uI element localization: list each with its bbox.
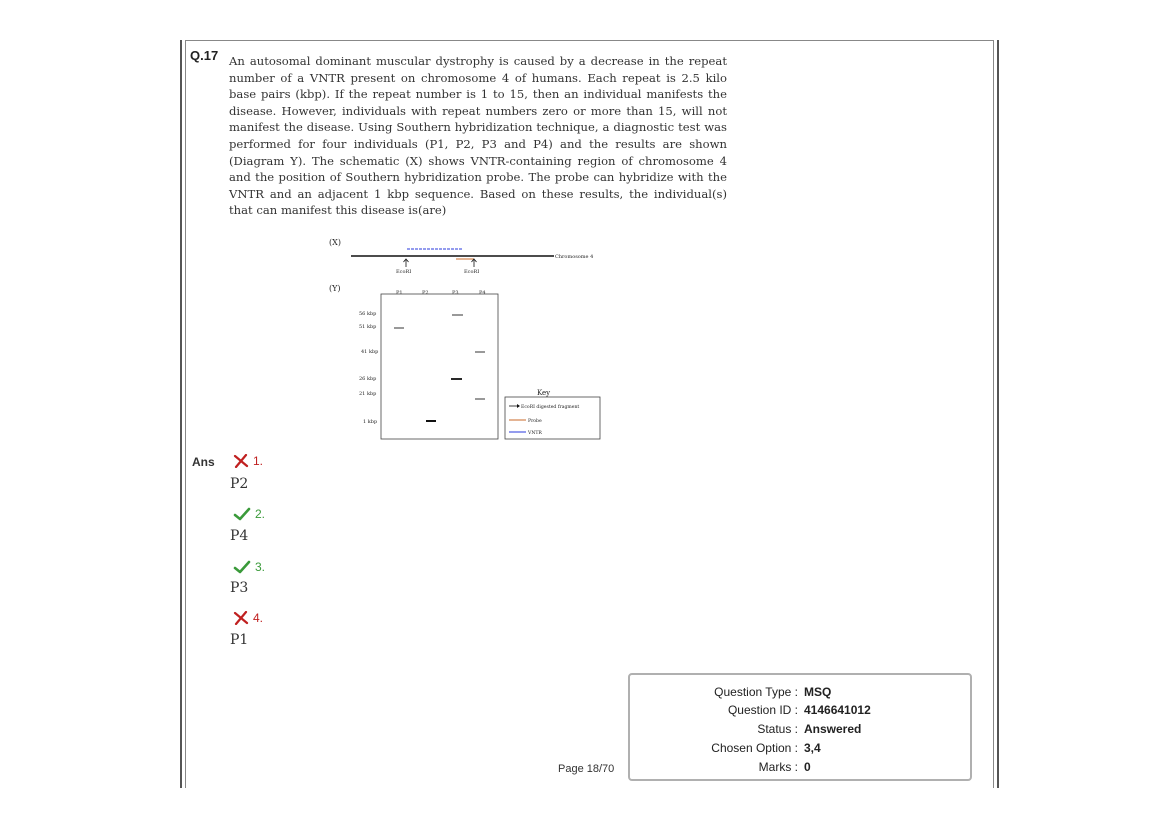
size-label-26: 26 kbp <box>359 376 377 382</box>
gel-box <box>381 294 498 439</box>
key-title: Key <box>537 389 551 397</box>
key-fragment-label: EcoRI digested fragment <box>521 405 580 410</box>
checkmark-icon <box>233 560 251 574</box>
option-2-text: P4 <box>230 528 249 544</box>
question-number: Q.17 <box>190 48 219 63</box>
page-number: Page 18/70 <box>558 763 615 775</box>
option-3-header <box>233 559 265 575</box>
cross-icon <box>233 611 249 625</box>
lane-label-p1: P1 <box>396 290 403 296</box>
option-3-text: P3 <box>230 580 249 596</box>
size-label-1: 1 kbp <box>363 419 378 425</box>
cross-icon <box>233 454 249 468</box>
info-marks-value: 0 <box>804 760 811 774</box>
lane-label-p2: P2 <box>422 290 429 296</box>
diagram-y-label: (Y) <box>329 284 341 293</box>
diagram-x-label: (X) <box>329 238 341 247</box>
info-chosen-option-label: Chosen Option : <box>711 741 798 755</box>
info-marks-label: Marks : <box>758 760 798 774</box>
info-question-id-label: Question ID : <box>727 703 798 717</box>
size-label-56: 56 kbp <box>359 311 377 317</box>
size-label-41: 41 kbp <box>361 349 379 355</box>
size-label-51: 51 kbp <box>359 324 377 330</box>
southern-blot-diagram <box>320 234 610 446</box>
info-question-type-value: MSQ <box>804 685 832 699</box>
question-text: An autosomal dominant muscular dystrophy is caused by a decrease in the repeat number of a VNTR present on chromosome 4 of humans. Each repeat is 2.5 kilo base pairs (kbp). If the repeat number is 1 to 15, then an individual manifests the disease. However, individuals with repeat numbers zero or more than 15, will not manifest the disease. Using Southern hybridization technique, a diagnostic test was performed for four individuals (P1, P2, P3 and P4) and the results are shown (Diagram Y). The schematic (X) shows VNTR-containing region of chromosome 4 and the position of Southern hybridization probe. The probe can hybridize with the VNTR and an adjacent 1 kbp sequence. Based on these results, the individual(s) that can manifest this disease is(are) <box>229 54 727 218</box>
ecori-label-right: EcoRI <box>464 269 480 275</box>
option-4-header <box>233 610 263 626</box>
option-4-number: 4. <box>253 611 264 625</box>
page-border-right-outer <box>997 40 999 788</box>
option-1-header <box>233 453 263 469</box>
info-status-value: Answered <box>804 722 862 736</box>
lane-label-p4: P4 <box>479 290 486 296</box>
info-question-id-value: 4146641012 <box>804 703 871 717</box>
info-chosen-option-value: 3,4 <box>804 741 821 755</box>
page-border-top <box>185 40 994 41</box>
option-1-number: 1. <box>253 454 264 468</box>
checkmark-icon <box>233 507 251 521</box>
lane-label-p3: P3 <box>452 290 459 296</box>
option-1-text: P2 <box>230 476 249 492</box>
chromosome-label: Chromosome 4 <box>555 254 594 260</box>
info-question-type-label: Question Type : <box>714 685 798 699</box>
key-fragment-arrowhead <box>517 404 520 408</box>
key-probe-label: Probe <box>528 419 542 424</box>
answer-label: Ans <box>192 455 215 469</box>
size-label-21: 21 kbp <box>359 391 377 397</box>
page-border-right-inner <box>993 40 994 788</box>
key-vntr-label: VNTR <box>528 431 542 436</box>
option-2-number: 2. <box>255 507 266 521</box>
question-info-box <box>628 673 972 781</box>
ecori-label-left: EcoRI <box>396 269 412 275</box>
option-2-header <box>233 506 265 522</box>
page-border-left-outer <box>180 40 182 788</box>
info-status-label: Status : <box>757 722 798 736</box>
page-border-left-inner <box>185 40 186 788</box>
option-3-number: 3. <box>255 560 266 574</box>
option-4-text: P1 <box>230 632 249 648</box>
key-box <box>505 397 600 439</box>
